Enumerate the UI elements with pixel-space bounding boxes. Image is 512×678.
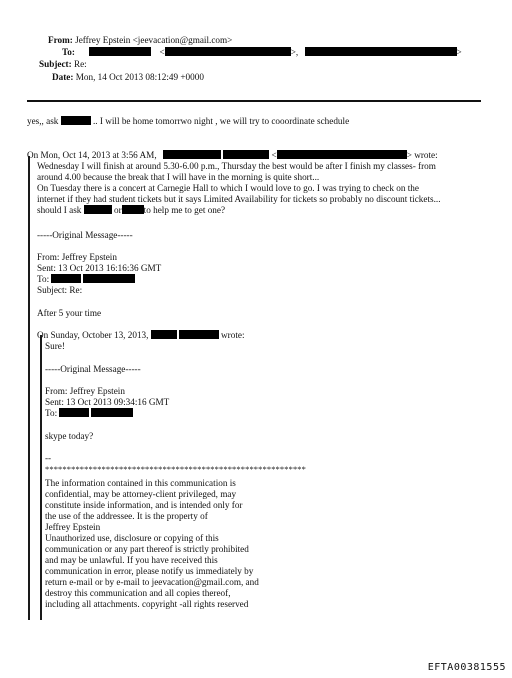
angle-open: <: [159, 47, 165, 57]
redacted-block: [122, 205, 144, 214]
disclaimer-line: confidential, may be attorney-client privileged, may: [45, 489, 237, 499]
q1-line-4: internet if they had student tickets but it says Limited Availability for tickets so probably no discount tickets...: [37, 194, 441, 204]
date-label: Date:: [52, 72, 74, 82]
redacted-block: [223, 150, 269, 159]
from-value: Jeffrey Epstein <jeevacation@gmail.com>: [75, 35, 233, 45]
redacted-block: [179, 330, 219, 339]
redacted-block: [84, 205, 112, 214]
q1-last-a: should I ask: [37, 205, 82, 215]
q1-from: From: Jeffrey Epstein: [37, 252, 117, 262]
disclaimer-line: return e-mail or by e-mail to jeevacation@gmail.com, and: [45, 577, 259, 587]
q1-last-or: or: [114, 205, 122, 215]
reply-text-b: .. I will be home tomorrwo night , we will try to cooordinate schedule: [92, 116, 350, 126]
reply-text-a: yes,, ask: [27, 116, 59, 126]
q2-intro-text-a: On Sunday, October 13, 2013,: [37, 330, 149, 340]
redacted-block: [51, 274, 81, 283]
q1-line-3: On Tuesday there is a concert at Carnegie Hall to which I would love to go. I was trying to check on the: [37, 183, 419, 193]
redacted-block: [305, 47, 457, 56]
q1-last-b: to help me to get one?: [143, 205, 226, 215]
disclaimer-line: constitute inside information, and is intended only for: [45, 500, 243, 510]
signature-dashes: --: [45, 453, 52, 463]
q1-original-message: -----Original Message-----: [37, 230, 133, 240]
from-label: From:: [48, 35, 73, 45]
subject-label: Subject:: [39, 59, 72, 69]
q1-line-1: Wednesday I will finish at around 5.30-6.00 p.m., Thursday the best would be after I finish my classes- from: [37, 161, 436, 171]
q2-sure: Sure!: [45, 341, 65, 351]
redacted-block: [163, 150, 221, 159]
q2-from: From: Jeffrey Epstein: [45, 386, 125, 396]
q2-intro-text-b: wrote:: [221, 330, 245, 340]
disclaimer-line: destroy this communication and all copies thereof,: [45, 588, 231, 598]
disclaimer-line: including all attachments. copyright -all rights reserved: [45, 599, 249, 609]
disclaimer-line: communication in error, please notify us immediately by: [45, 566, 254, 576]
disclaimer-line: the use of the addressee. It is the property of: [45, 511, 208, 521]
quote-bar: [28, 156, 30, 620]
q1-to: [37, 274, 135, 285]
redacted-block: [151, 330, 177, 339]
date-value: Mon, 14 Oct 2013 08:12:49 +0000: [75, 72, 204, 82]
header-to: [62, 47, 462, 58]
q2-sent: Sent: 13 Oct 2013 09:34:16 GMT: [45, 397, 170, 407]
disclaimer-line: The information contained in this communication is: [45, 478, 236, 488]
q1-intro-text-b: > wrote:: [406, 150, 438, 160]
redacted-block: [59, 408, 89, 417]
q1-body: After 5 your time: [37, 308, 102, 318]
q1-subject: Subject: Re:: [37, 285, 83, 295]
q1-intro-text-a: On Mon, Oct 14, 2013 at 3:56 AM,: [27, 150, 157, 160]
disclaimer-line: Jeffrey Epstein: [45, 522, 101, 532]
redacted-block: [277, 150, 407, 159]
q1-line-5: [37, 205, 225, 216]
q1-intro: [27, 150, 438, 161]
redacted-block: [165, 47, 291, 56]
q2-intro: [37, 330, 245, 341]
q2-original-message: -----Original Message-----: [45, 364, 141, 374]
angle-open: <: [271, 150, 277, 160]
header-divider: [27, 100, 481, 102]
redacted-block: [83, 274, 135, 283]
disclaimer-line: and may be unlawful. If you have received this: [45, 555, 218, 565]
q2-to-label: To:: [45, 408, 58, 418]
reply-line: [27, 116, 349, 127]
angle-close-comma: >,: [290, 47, 299, 57]
stars-divider: ************************************************************: [45, 464, 306, 474]
redacted-block: [91, 408, 133, 417]
document-id: EFTA00381555: [427, 662, 506, 673]
header-subject: [39, 59, 87, 70]
q2-body: skype today?: [45, 431, 94, 441]
disclaimer-line: communication or any part thereof is strictly prohibited: [45, 544, 249, 554]
angle-close: >: [456, 47, 462, 57]
q1-to-label: To:: [37, 274, 50, 284]
header-from: [48, 35, 232, 46]
redacted-block: [89, 47, 151, 56]
subject-value: Re:: [73, 59, 87, 69]
q1-line-2: around 4.00 because the break that I will have in the morning is quite short...: [37, 172, 320, 182]
q1-sent: Sent: 13 Oct 2013 16:16:36 GMT: [37, 263, 162, 273]
to-label: To:: [62, 47, 75, 57]
header-date: [52, 72, 204, 83]
redacted-block: [61, 116, 91, 125]
quote-bar-nested: [40, 335, 42, 620]
disclaimer-line: Unauthorized use, disclosure or copying of this: [45, 533, 219, 543]
q2-to: [45, 408, 133, 419]
